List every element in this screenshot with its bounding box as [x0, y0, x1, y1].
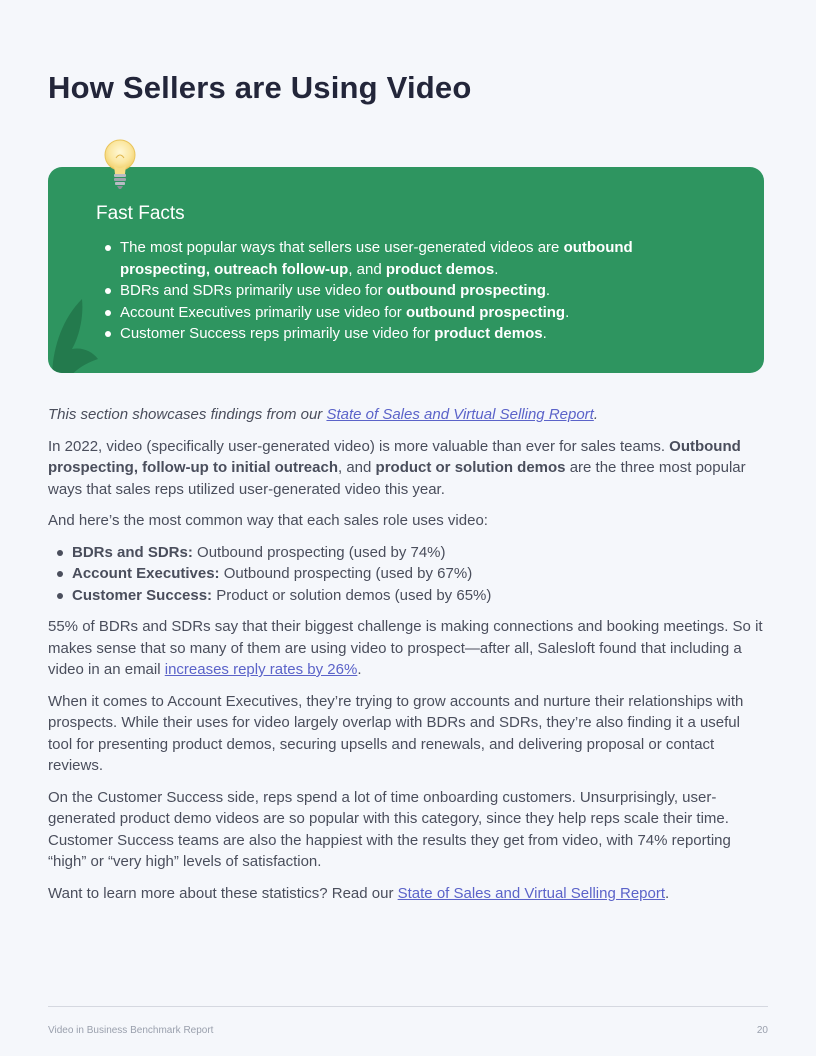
fact-text: , and	[348, 260, 386, 278]
fact-text: .	[545, 282, 551, 299]
p1-bold-2: product or solution demos	[375, 459, 566, 476]
role-label: Account Executives:	[72, 565, 220, 582]
role-use: Product or solution demos (used by 65%)	[212, 586, 492, 604]
fact-emphasis: outbound prospecting	[405, 303, 566, 321]
p6-period: .	[665, 884, 670, 902]
report-link-bottom[interactable]: State of Sales and Virtual Selling Report	[397, 884, 666, 902]
page-title: How Sellers are Using Video	[48, 70, 472, 105]
fact-text: The most popular ways that sellers use user-generated videos are	[120, 239, 564, 256]
paragraph-3	[48, 616, 768, 681]
list-item	[48, 563, 768, 585]
paragraph-6	[48, 883, 768, 905]
fact-emphasis: outbound prospecting	[386, 282, 546, 299]
p6-text: Want to learn more about these statistics? Read our	[48, 884, 398, 902]
footer-title: Video in Business Benchmark Report	[48, 1025, 214, 1036]
fact-text: Account Executives primarily use video for	[120, 303, 406, 321]
roles-list	[48, 542, 768, 607]
leaf-decoration-icon	[48, 289, 102, 373]
body-text	[48, 404, 768, 914]
p1-text-2: , and	[338, 459, 376, 476]
lightbulb-icon	[100, 138, 140, 190]
fact-emphasis: product demos	[434, 325, 543, 342]
list-item	[48, 585, 768, 607]
role-label: BDRs and SDRs:	[72, 543, 193, 561]
fast-facts-box	[48, 167, 764, 373]
intro-period: .	[593, 406, 599, 423]
fact-text: .	[565, 303, 570, 321]
fact-text: .	[494, 260, 499, 278]
fast-facts-heading: Fast Facts	[96, 203, 185, 224]
fast-fact-item	[104, 302, 714, 324]
p1-text: In 2022, video (specifically user-generated video) is more valuable than ever for sales teams.	[48, 437, 670, 455]
footer-divider	[48, 1006, 768, 1007]
page-number: 20	[756, 1025, 768, 1036]
intro-paragraph	[48, 404, 768, 426]
fact-emphasis: outbound prospecting, outreach follow-up	[120, 239, 633, 278]
fact-text: BDRs and SDRs primarily use video for	[120, 282, 387, 299]
fact-text: .	[542, 325, 547, 342]
paragraph-1	[48, 436, 768, 501]
fact-emphasis: product demos	[385, 260, 495, 278]
role-label: Customer Success:	[72, 586, 213, 604]
p3-period: .	[357, 661, 362, 678]
paragraph-2: And here’s the most common way that each sales role uses video:	[48, 512, 488, 529]
role-use: Outbound prospecting (used by 74%)	[192, 543, 446, 561]
report-link[interactable]: State of Sales and Virtual Selling Report	[326, 406, 594, 423]
list-item	[48, 542, 768, 564]
fast-fact-item	[104, 323, 714, 345]
paragraph-5: On the Customer Success side, reps spend a lot of time onboarding customers. Unsurprisingly, user-generated product demo videos are so popular with this category, since they help reps scale their time. Customer Success teams are also the happiest with the results they get from video, with 74% reporting “high” or “very high” levels of satisfaction.	[48, 788, 731, 870]
fast-facts-list	[104, 237, 714, 345]
fact-text: Customer Success reps primarily use video for	[120, 325, 435, 342]
p1-text-3: are the three most popular ways that sales reps utilized user-generated video this year.	[48, 459, 746, 498]
fast-fact-item	[104, 237, 714, 280]
fast-fact-item	[104, 280, 714, 302]
p3-text: 55% of BDRs and SDRs say that their biggest challenge is making connections and booking meetings. So it makes sense that so many of them are using video to prospect—after all, Salesloft found that including a video in an email	[48, 618, 763, 678]
intro-text: This section showcases findings from our	[48, 406, 327, 423]
paragraph-4: When it comes to Account Executives, they’re trying to grow accounts and nurture their relationships with prospects. While their uses for video largely overlap with BDRs and SDRs, they’re also finding it a useful tool for presenting product demos, securing upsells and renewals, and delivering proposal or contact reviews.	[48, 692, 744, 774]
role-use: Outbound prospecting (used by 67%)	[219, 565, 473, 582]
reply-rates-link[interactable]: increases reply rates by 26%	[164, 661, 358, 678]
p1-bold-1: Outbound prospecting, follow-up to initial outreach	[48, 437, 741, 476]
